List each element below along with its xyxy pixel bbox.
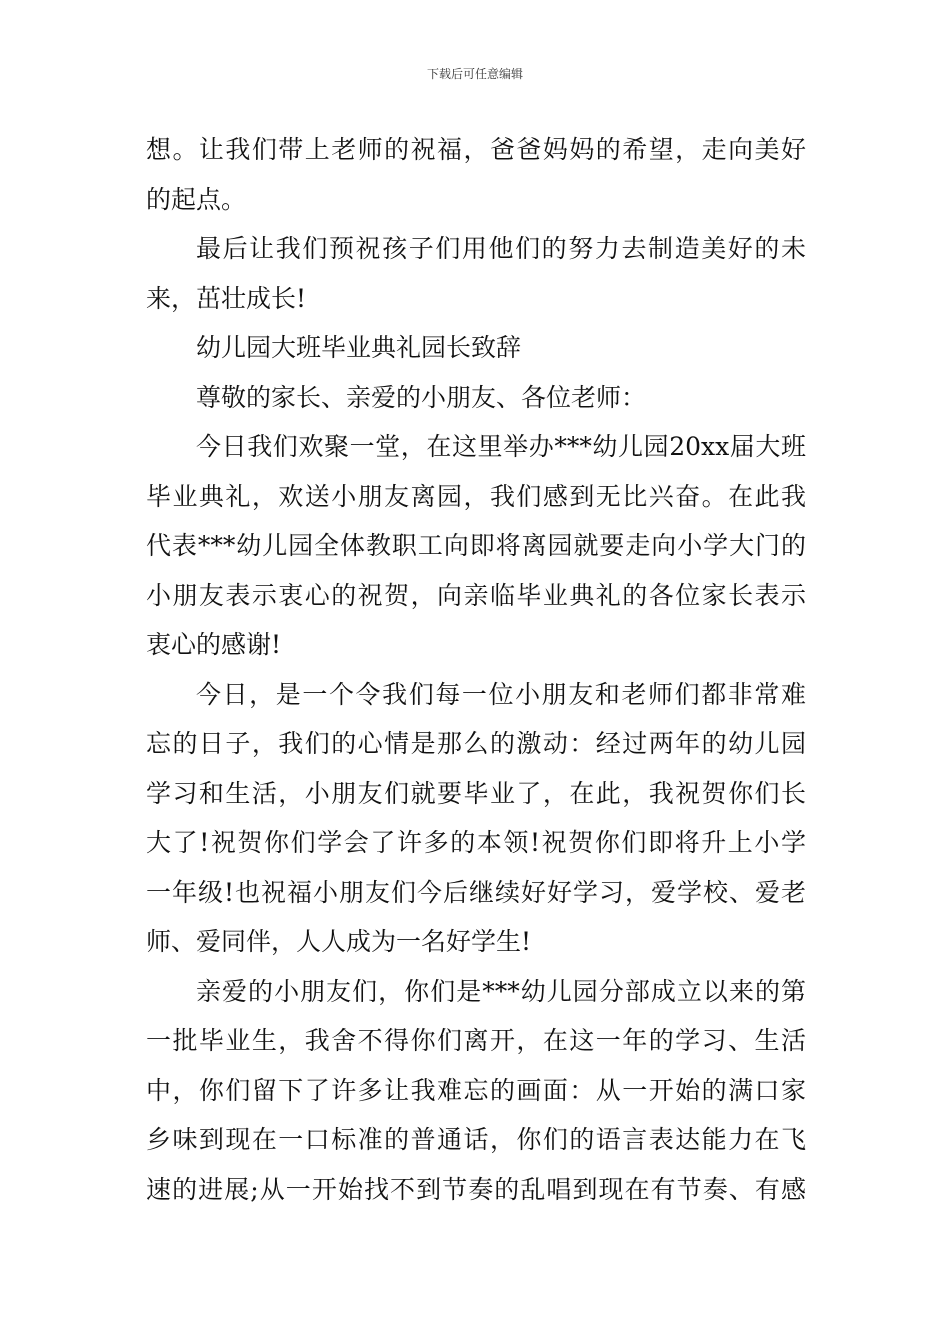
text-line: 来，茁壮成长! xyxy=(146,283,307,313)
text-line: 亲爱的小朋友们，你们是***幼儿园分部成立以来的第 xyxy=(196,976,806,1006)
text-line: 学习和生活，小朋友们就要毕业了，在此，我祝贺你们长 xyxy=(146,778,806,808)
text-line: 一批毕业生，我舍不得你们离开，在这一年的学习、生活 xyxy=(146,1026,806,1055)
text-line: 尊敬的家长、亲爱的小朋友、各位老师： xyxy=(196,382,647,412)
text-line: 今日，是一个令我们每一位小朋友和老师们都非常难 xyxy=(196,679,806,709)
text-line: 中，你们留下了许多让我难忘的画面：从一开始的满口家 xyxy=(146,1075,806,1105)
document-body xyxy=(146,125,806,1214)
text-line: 衷心的感谢! xyxy=(146,630,282,659)
page-header: 下载后可任意编辑 xyxy=(426,67,523,81)
text-line: 今日我们欢聚一堂，在这里举办***幼儿园20xx届大班 xyxy=(196,432,806,461)
text-line: 大了!祝贺你们学会了许多的本领!祝贺你们即将升上小学 xyxy=(146,828,806,857)
text-line: 小朋友表示衷心的祝贺，向亲临毕业典礼的各位家长表示 xyxy=(146,580,806,610)
text-line: 最后让我们预祝孩子们用他们的努力去制造美好的未 xyxy=(196,234,806,263)
text-line: 幼儿园大班毕业典礼园长致辞 xyxy=(196,333,522,362)
text-line: 毕业典礼，欢送小朋友离园，我们感到无比兴奋。在此我 xyxy=(146,481,806,511)
text-line: 师、爱同伴，人人成为一名好学生! xyxy=(146,927,532,956)
text-line: 乡味到现在一口标准的普通话，你们的语言表达能力在飞 xyxy=(146,1125,806,1154)
text-line: 代表***幼儿园全体教职工向即将离园就要走向小学大门的 xyxy=(146,531,806,560)
text-line: 的起点。 xyxy=(146,184,247,214)
text-line: 一年级!也祝福小朋友们今后继续好好学习，爱学校、爱老 xyxy=(146,877,806,907)
text-line: 速的进展;从一开始找不到节奏的乱唱到现在有节奏、有感 xyxy=(146,1174,806,1204)
text-line: 忘的日子，我们的心情是那么的激动：经过两年的幼儿园 xyxy=(146,729,806,758)
text-line: 想。让我们带上老师的祝福，爸爸妈妈的希望，走向美好 xyxy=(146,135,806,164)
